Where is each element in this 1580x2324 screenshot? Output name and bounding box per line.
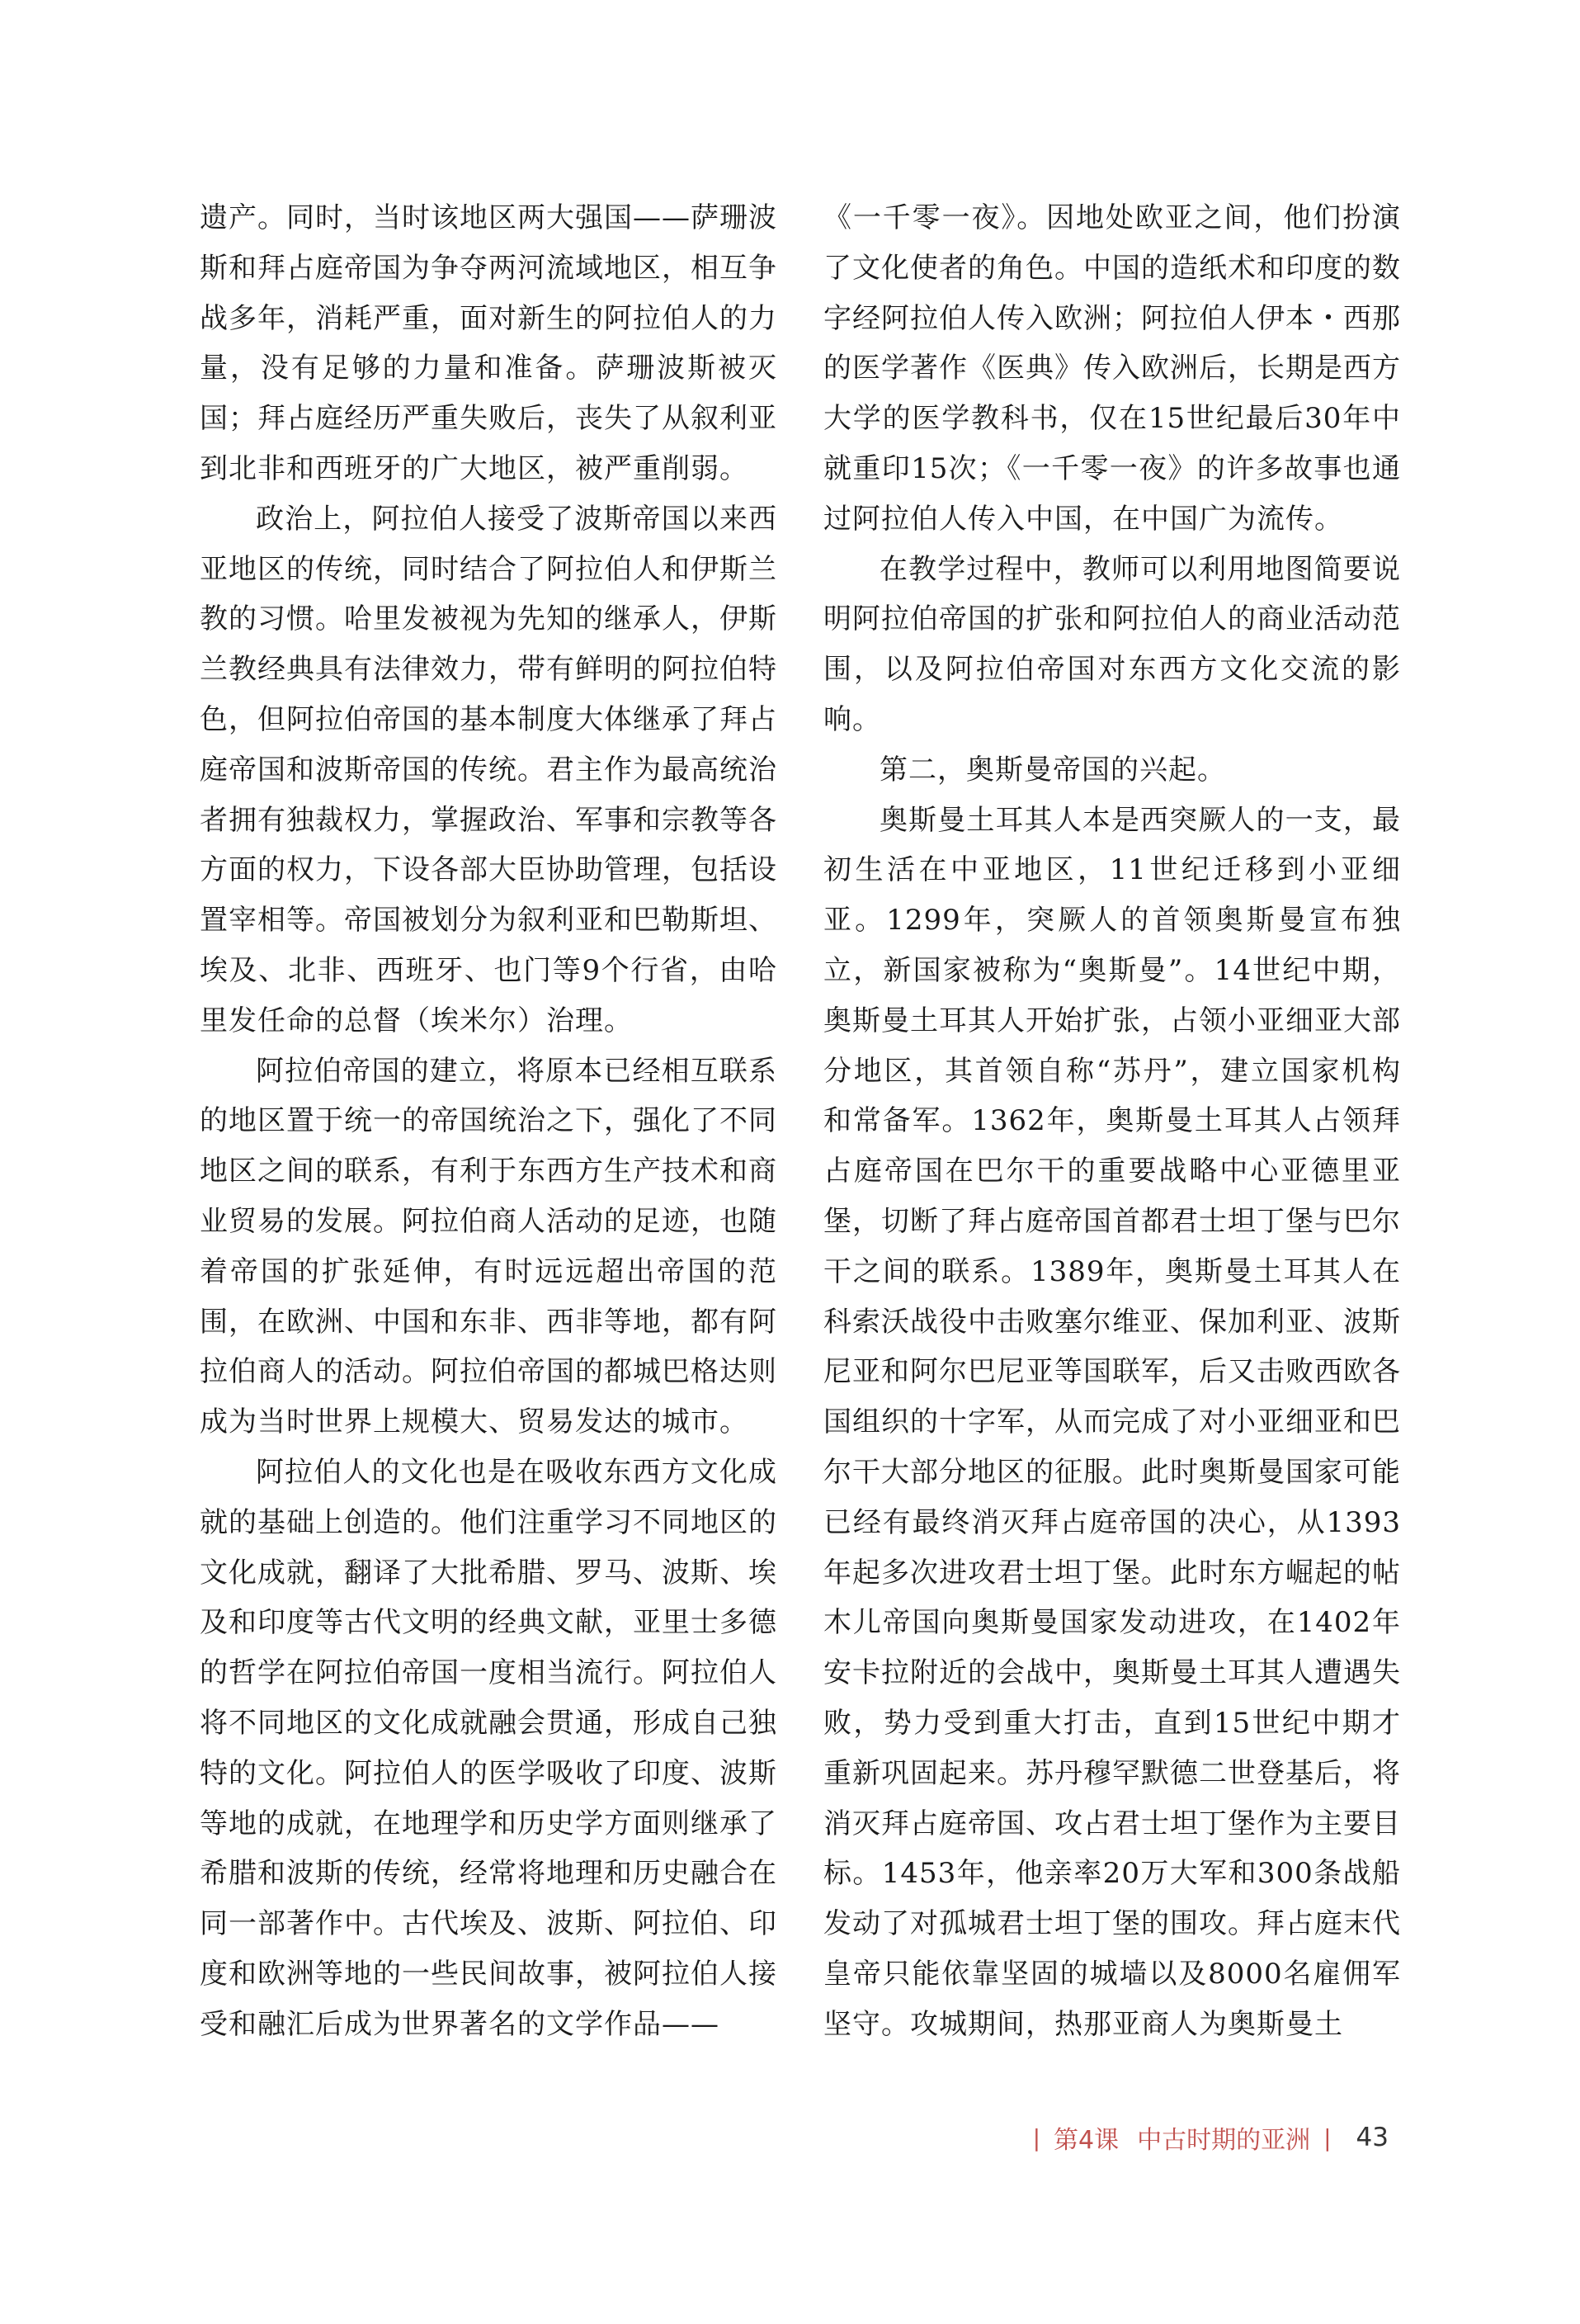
right-paragraph-1: 《一千零一夜》。因地处欧亚之间，他们扮演了文化使者的角色。中国的造纸术和印度的数字经阿拉伯人传入欧洲；阿拉伯人伊本・西那的医学著作《医典》传入欧洲后，长期是西方大学的医学教科书，仅在15世纪最后30年中就重印15次；《一千零一夜》的许多故事也通过阿拉伯人传入中国，在中国广为流传。 (823, 201, 1401, 536)
right-paragraph-4: 奥斯曼土耳其人本是西突厥人的一支，最初生活在中亚地区，11世纪迁移到小亚细亚。1299年，突厥人的首领奥斯曼宣布独立，新国家被称为“奥斯曼”。14世纪中期，奥斯曼土耳其人开始扩张，占领小亚细亚大部分地区，其首领自称“苏丹”，建立国家机构和常备军。1362年，奥斯曼土耳其人占领拜占庭帝国在巴尔干的重要战略中心亚德里亚堡，切断了拜占庭帝国首都君士坦丁堡与巴尔干之间的联系。1389年，奥斯曼土耳其人在科索沃战役中击败塞尔维亚、保加利亚、波斯尼亚和阿尔巴尼亚等国联军，后又击败西欧各国组织的十字军，从而完成了对小亚细亚和巴尔干大部分地区的征服。此时奥斯曼国家可能已经有最终消灭拜占庭帝国的决心，从1393年起多次进攻君士坦丁堡。此时东方崛起的帖木儿帝国向奥斯曼国家发动进攻，在1402年安卡拉附近的会战中，奥斯曼土耳其人遭遇失败，势力受到重大打击，直到15世纪中期才重新巩固起来。苏丹穆罕默德二世登基后，将消灭拜占庭帝国、攻占君士坦丁堡作为主要目标。1453年，他亲率20万大军和300条战船发动了对孤城君士坦丁堡的围攻。拜占庭末代皇帝只能依靠坚固的城墙以及8000名雇佣军坚守。攻城期间，热那亚商人为奥斯曼土 (823, 803, 1401, 2041)
left-paragraph-2: 政治上，阿拉伯人接受了波斯帝国以来西亚地区的传统，同时结合了阿拉伯人和伊斯兰教的习惯。哈里发被视为先知的继承人，伊斯兰教经典具有法律效力，带有鲜明的阿拉伯特色，但阿拉伯帝国的基本制度大体继承了拜占庭帝国和波斯帝国的传统。君主作为最高统治者拥有独裁权力，掌握政治、军事和宗教等各方面的权力，下设各部大臣协助管理，包括设置宰相等。帝国被划分为叙利亚和巴勒斯坦、埃及、北非、西班牙、也门等9个行省，由哈里发任命的总督（埃米尔）治理。 (200, 502, 777, 1037)
left-paragraph-3: 阿拉伯帝国的建立，将原本已经相互联系的地区置于统一的帝国统治之下，强化了不同地区之间的联系，有利于东西方生产技术和商业贸易的发展。阿拉伯商人活动的足迹，也随着帝国的扩张延伸，有时远远超出帝国的范围，在欧洲、中国和东非、西非等地，都有阿拉伯商人的活动。阿拉伯帝国的都城巴格达则成为当时世界上规模大、贸易发达的城市。 (200, 1054, 777, 1439)
page-number: 43 (1356, 2123, 1389, 2152)
page-footer (1020, 2118, 1389, 2157)
footer-chapter-title: 中古时期的亚洲 (1137, 2126, 1311, 2155)
footer-lesson-label: 第4课 (1054, 2126, 1120, 2155)
left-paragraph-4: 阿拉伯人的文化也是在吸收东西方文化成就的基础上创造的。他们注重学习不同地区的文化成就，翻译了大批希腊、罗马、波斯、埃及和印度等古代文明的经典文献，亚里士多德的哲学在阿拉伯帝国一度相当流行。阿拉伯人将不同地区的文化成就融会贯通，形成自己独特的文化。阿拉伯人的医学吸收了印度、波斯等地的成就，在地理学和历史学方面则继承了希腊和波斯的传统，经常将地理和历史融合在同一部著作中。古代埃及、波斯、阿拉伯、印度和欧洲等地的一些民间故事，被阿拉伯人接受和融汇后成为世界著名的文学作品—— (200, 1455, 777, 2041)
left-column (200, 193, 777, 2049)
right-paragraph-3: 第二，奥斯曼帝国的兴起。 (880, 753, 1226, 786)
footer-divider-left: | (1032, 2123, 1041, 2152)
footer-divider-right: | (1323, 2123, 1332, 2152)
right-column (823, 193, 1401, 2049)
left-paragraph-1: 遗产。同时，当时该地区两大强国——萨珊波斯和拜占庭帝国为争夺两河流域地区，相互争战多年，消耗严重，面对新生的阿拉伯人的力量，没有足够的力量和准备。萨珊波斯被灭国；拜占庭经历严重失败后，丧失了从叙利亚到北非和西班牙的广大地区，被严重削弱。 (200, 201, 777, 485)
right-paragraph-2: 在教学过程中，教师可以利用地图简要说明阿拉伯帝国的扩张和阿拉伯人的商业活动范围，以及阿拉伯帝国对东西方文化交流的影响。 (823, 552, 1401, 736)
